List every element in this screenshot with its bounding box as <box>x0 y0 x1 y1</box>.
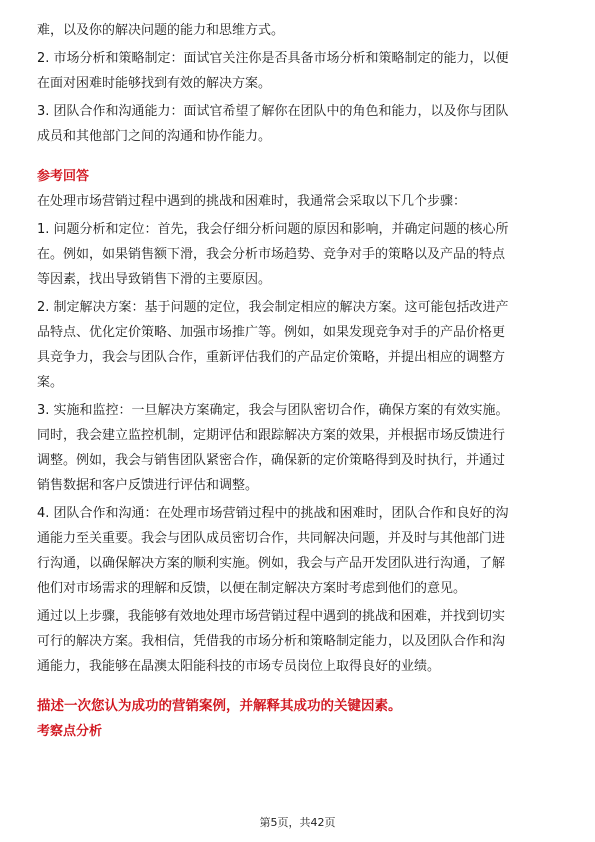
page-number-footer: 第5页，共42页 <box>259 816 336 829</box>
step-3-paragraph <box>37 398 559 498</box>
text-line: 难，以及你的解决问题的能力和思维方式。 <box>37 23 285 38</box>
text-line: 在面对困难时能够找到有效的解决方案。 <box>37 76 272 91</box>
text-line: 在。例如，如果销售额下滑，我会分析市场趋势、竞争对手的策略以及产品的特点 <box>37 247 506 262</box>
point-3-paragraph <box>37 99 559 149</box>
page-content <box>37 18 559 744</box>
text-line: 同时，我会建立监控机制，定期评估和跟踪解决方案的效果，并根据市场反馈进行 <box>37 428 506 443</box>
text-line: 他们对市场需求的理解和反馈，以便在制定解决方案时考虑到他们的意见。 <box>37 581 467 596</box>
analysis-heading: 考察点分析 <box>37 724 103 739</box>
step-1-paragraph <box>37 217 559 292</box>
text-line: 4. 团队合作和沟通：在处理市场营销过程中的挑战和困难时，团队合作和良好的沟 <box>37 506 509 521</box>
text-line: 可行的解决方案。我相信，凭借我的市场分析和策略制定能力，以及团队合作和沟 <box>37 634 506 649</box>
text-line: 通能力至关重要。我会与团队成员密切合作，共同解决问题，并及时与其他部门进 <box>37 531 506 546</box>
text-line: 3. 团队合作和沟通能力：面试官希望了解你在团队中的角色和能力，以及你与团队 <box>37 104 509 119</box>
text-line: 案。 <box>37 375 64 390</box>
text-line: 2. 制定解决方案：基于问题的定位，我会制定相应的解决方案。这可能包括改进产 <box>37 300 509 315</box>
point-2-paragraph <box>37 46 559 96</box>
conclusion-paragraph <box>37 604 559 679</box>
text-line: 1. 问题分析和定位：首先，我会仔细分析问题的原因和影响，并确定问题的核心所 <box>37 222 509 237</box>
intro-tail-paragraph <box>37 18 559 43</box>
text-line: 通过以上步骤，我能够有效地处理市场营销过程中遇到的挑战和困难，并找到切实 <box>37 609 506 624</box>
next-question-heading: 描述一次您认为成功的营销案例，并解释其成功的关键因素。 <box>37 698 402 714</box>
text-line: 等因素，找出导致销售下滑的主要原因。 <box>37 272 272 287</box>
text-line: 通能力，我能够在晶澳太阳能科技的市场专员岗位上取得良好的业绩。 <box>37 659 441 674</box>
text-line: 具竞争力，我会与团队合作，重新评估我们的产品定价策略，并提出相应的调整方 <box>37 350 506 365</box>
text-line: 品特点、优化定价策略、加强市场推广等。例如，如果发现竞争对手的产品价格更 <box>37 325 506 340</box>
text-line: 行沟通，以确保解决方案的顺利实施。例如，我会与产品开发团队进行沟通，了解 <box>37 556 506 571</box>
text-line: 2. 市场分析和策略制定：面试官关注你是否具备市场分析和策略制定的能力，以便 <box>37 51 509 66</box>
answer-intro-paragraph <box>37 189 559 214</box>
text-line: 在处理市场营销过程中遇到的挑战和困难时，我通常会采取以下几个步骤： <box>37 194 467 209</box>
answer-heading: 参考回答 <box>37 169 90 184</box>
text-line: 销售数据和客户反馈进行评估和调整。 <box>37 478 259 493</box>
text-line: 成员和其他部门之间的沟通和协作能力。 <box>37 129 272 144</box>
step-2-paragraph <box>37 295 559 395</box>
step-4-paragraph <box>37 501 559 601</box>
text-line: 3. 实施和监控：一旦解决方案确定，我会与团队密切合作，确保方案的有效实施。 <box>37 403 509 418</box>
text-line: 调整。例如，我会与销售团队紧密合作，确保新的定价策略得到及时执行，并通过 <box>37 453 506 468</box>
